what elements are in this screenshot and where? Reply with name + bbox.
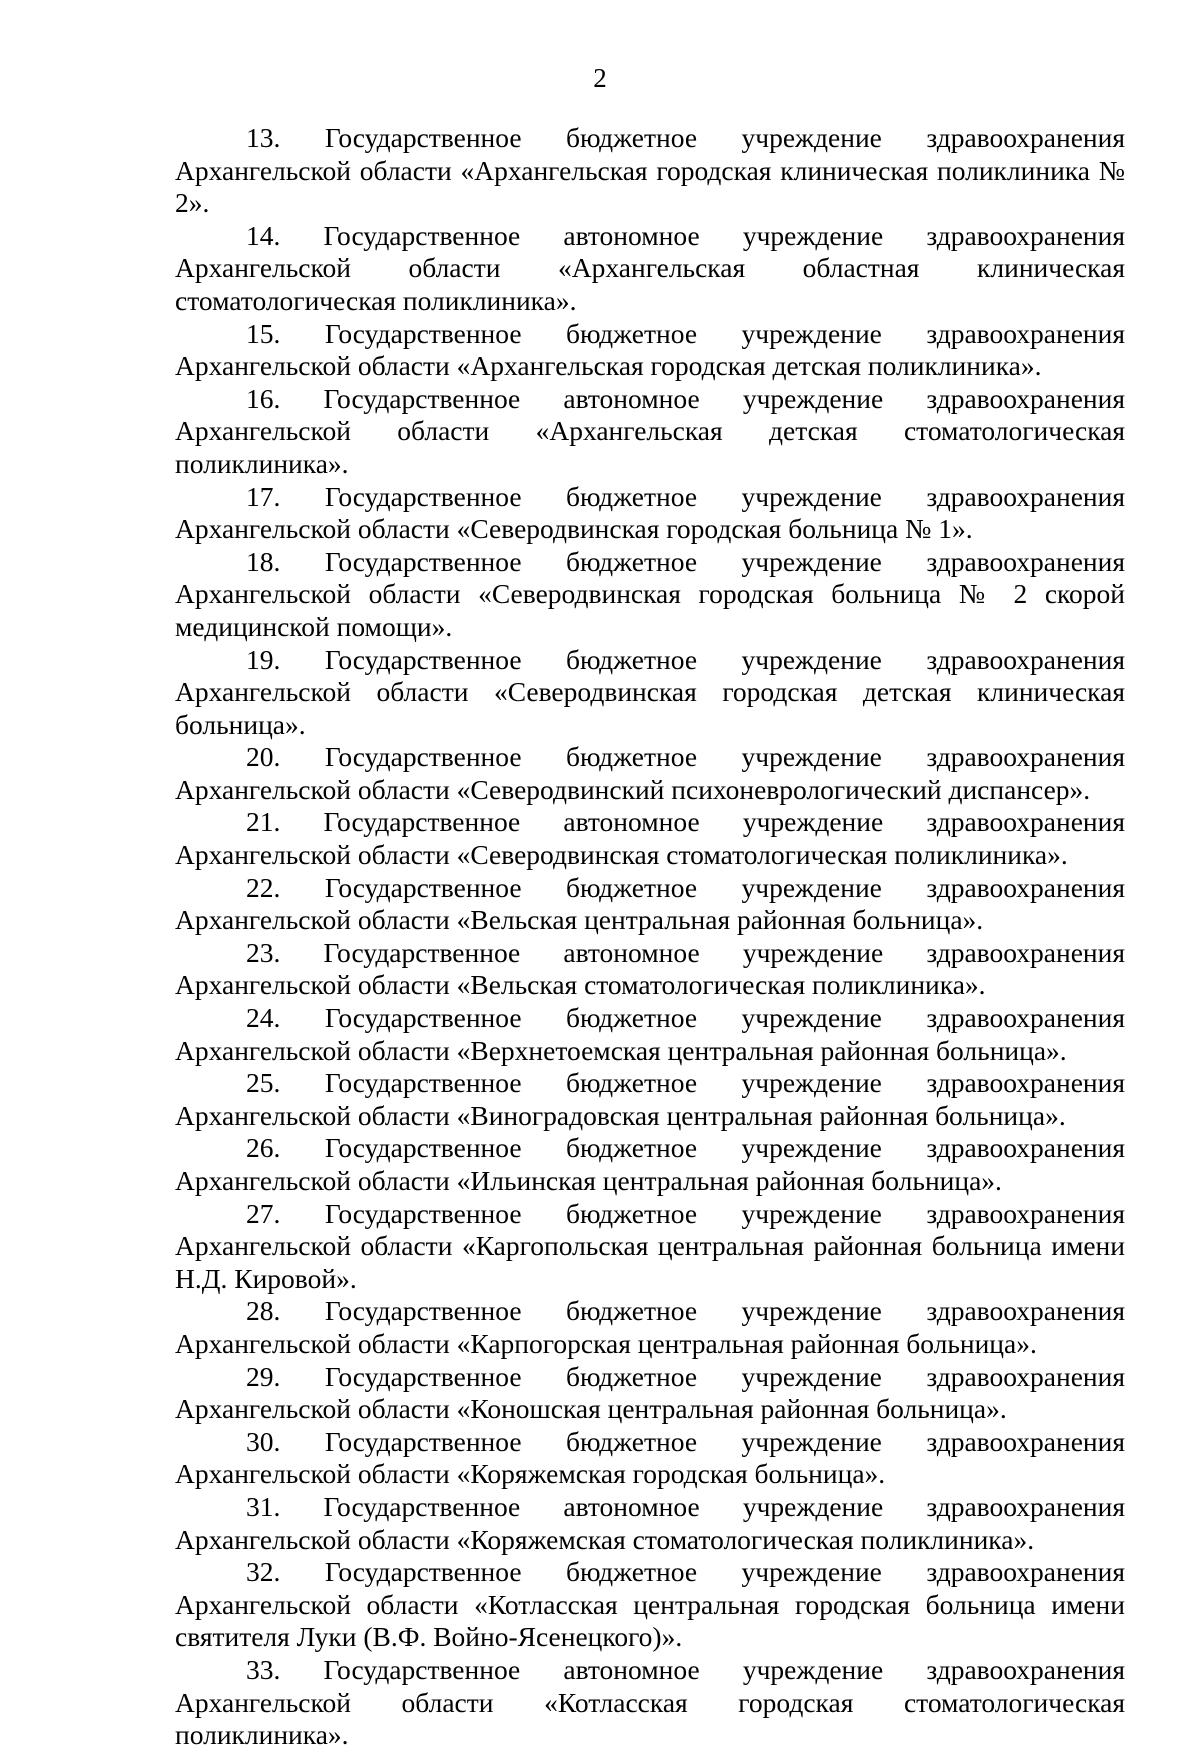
list-item: 13. Государственное бюджетное учреждение здравоохранения Архангельской области «Архангельская городская клиническая поликлиника № 2». [175,122,1125,219]
list-item: 24. Государственное бюджетное учреждение здравоохранения Архангельской области «Верхнетоемская центральная районная больница». [175,1002,1125,1066]
list-item: 20. Государственное бюджетное учреждение здравоохранения Архангельской области «Северодвинский психоневрологический диспансер». [175,741,1125,805]
list-item: 33. Государственное автономное учреждение здравоохранения Архангельской области «Котласская городская стоматологическая поликлиника». [175,1653,1125,1751]
institution-list [175,122,1125,1752]
list-item: 26. Государственное бюджетное учреждение здравоохранения Архангельской области «Ильинская центральная районная больница». [175,1132,1125,1196]
list-item: 32. Государственное бюджетное учреждение здравоохранения Архангельской области «Котласская центральная городская больница имени святителя Луки (В.Ф. Войно-Ясенецкого)». [175,1556,1125,1653]
list-item: 31. Государственное автономное учреждение здравоохранения Архангельской области «Коряжемская стоматологическая поликлиника». [175,1490,1125,1555]
list-item: 23. Государственное автономное учреждение здравоохранения Архангельской области «Вельская стоматологическая поликлиника». [175,936,1125,1001]
list-item: 15. Государственное бюджетное учреждение здравоохранения Архангельской области «Архангельская городская детская поликлиника». [175,317,1125,382]
list-item: 17. Государственное бюджетное учреждение здравоохранения Архангельской области «Северодвинская городская больница № 1». [175,480,1125,545]
list-item: 18. Государственное бюджетное учреждение здравоохранения Архангельской области «Северодвинская городская больница № 2 скорой медицинской помощи». [175,545,1125,642]
list-item: 21. Государственное автономное учреждение здравоохранения Архангельской области «Северодвинская стоматологическая поликлиника». [175,806,1125,871]
list-item: 30. Государственное бюджетное учреждение здравоохранения Архангельской области «Коряжемская городская больница». [175,1425,1125,1490]
list-item: 16. Государственное автономное учреждение здравоохранения Архангельской области «Архангельская детская стоматологическая поликлиника». [175,382,1125,479]
list-item: 19. Государственное бюджетное учреждение здравоохранения Архангельской области «Северодвинская городская детская клиническая больница». [175,643,1125,740]
list-item: 29. Государственное бюджетное учреждение здравоохранения Архангельской области «Коношская центральная районная больница». [175,1360,1125,1425]
list-item: 25. Государственное бюджетное учреждение здравоохранения Архангельской области «Виноградовская центральная районная больница». [175,1067,1125,1131]
page-number: 2 [593,63,607,93]
list-item: 27. Государственное бюджетное учреждение здравоохранения Архангельской области «Каргопольская центральная районная больница имени Н.Д. Кировой». [175,1197,1125,1294]
list-item: 14. Государственное автономное учреждение здравоохранения Архангельской области «Архангельская областная клиническая стоматологическая поликлиника». [175,219,1125,316]
list-item: 22. Государственное бюджетное учреждение здравоохранения Архангельской области «Вельская центральная районная больница». [175,871,1125,936]
list-item: 28. Государственное бюджетное учреждение здравоохранения Архангельской области «Карпогорская центральная районная больница». [175,1295,1125,1359]
